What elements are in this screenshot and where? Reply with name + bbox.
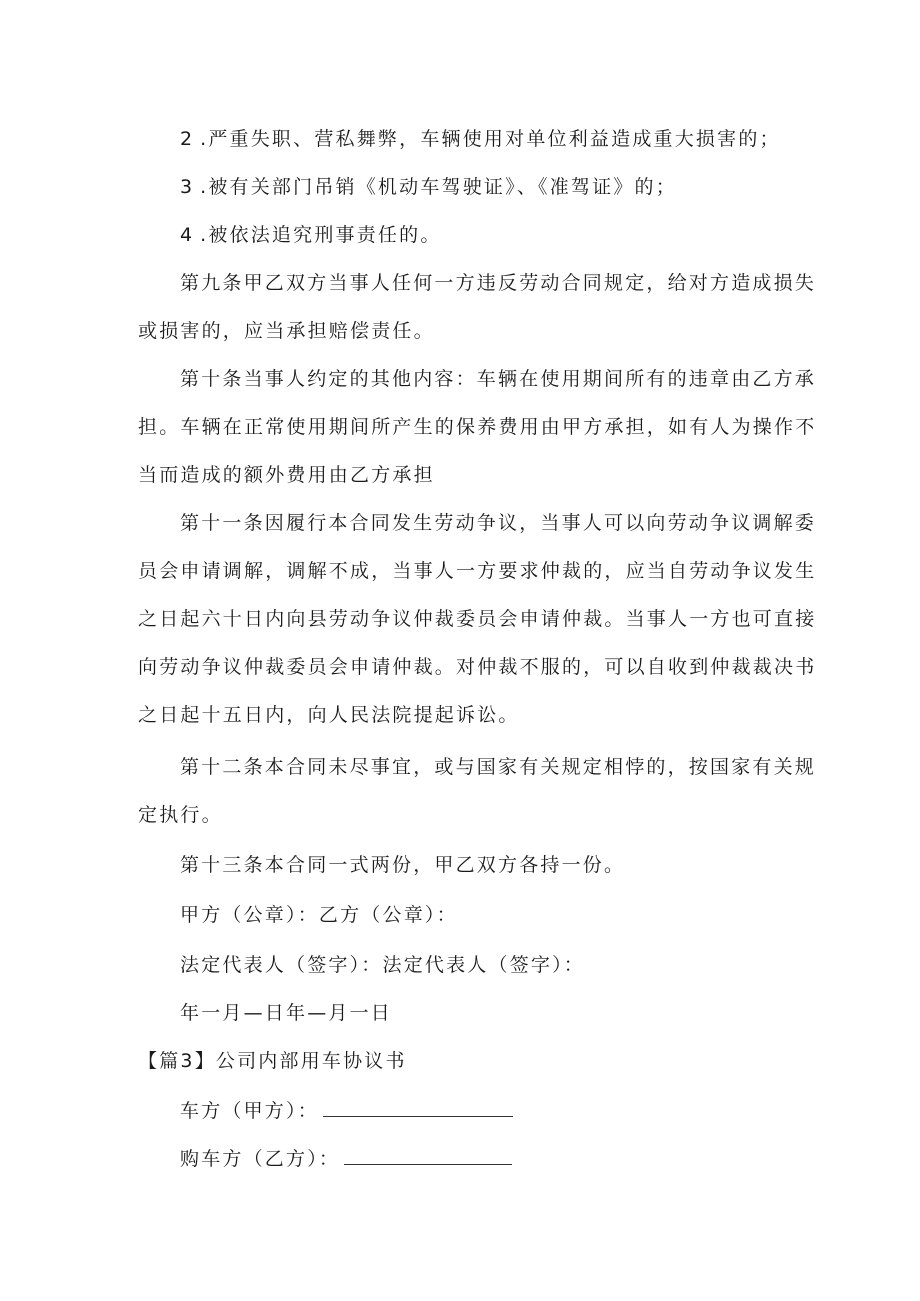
article11-line1: 第十一条因履行本合同发生劳动争议，当事人可以向劳动争议调解委 [180, 512, 817, 534]
article9-line2: 或损害的，应当承担赔偿责任。 [138, 320, 435, 342]
item-2 [180, 126, 781, 152]
item-number: 4 [180, 224, 193, 246]
date-line: 年一月—日年—月一日 [180, 1002, 393, 1024]
article11-line3: 之日起六十日内向县劳动争议仲裁委员会申请仲裁。当事人一方也可直接 [138, 608, 817, 630]
article10-line3: 当而造成的额外费用由乙方承担 [138, 464, 435, 486]
representative-line: 法定代表人（签字）：法定代表人（签字）： [180, 954, 586, 976]
party-b-label: 购车方（乙方）： [180, 1148, 341, 1170]
party-a-row [180, 1098, 513, 1124]
party-a-label: 车方（甲方）： [180, 1100, 319, 1122]
party-a-blank-field[interactable] [323, 1098, 513, 1117]
item-number: 2 [180, 128, 193, 150]
article11-line2: 员会申请调解，调解不成，当事人一方要求仲裁的，应当自劳动争议发生 [138, 560, 817, 582]
article12-line2: 定执行。 [138, 804, 223, 826]
article9-line1: 第九条甲乙双方当事人任何一方违反劳动合同规定，给对方造成损失 [180, 272, 817, 294]
article11-line5: 之日起十五日内，向人民法院提起诉讼。 [138, 704, 520, 726]
article10-line2: 担。车辆在正常使用期间所产生的保养费用由甲方承担，如有人为操作不 [138, 416, 817, 438]
item-text: .被依法追究刑事责任的。 [200, 224, 442, 246]
item-text: .被有关部门吊销《机动车驾驶证》、《准驾证》的； [200, 176, 677, 198]
party-b-row [180, 1146, 512, 1172]
item-number: 3 [180, 176, 193, 198]
article11-line4: 向劳动争议仲裁委员会申请仲裁。对仲裁不服的，可以自收到仲裁裁决书 [138, 656, 817, 678]
article10-line1: 第十条当事人约定的其他内容：车辆在使用期间所有的违章由乙方承 [180, 368, 817, 390]
article12-line1: 第十二条本合同未尽事宜，或与国家有关规定相悖的，按国家有关规 [180, 756, 817, 778]
item-3 [180, 174, 677, 200]
item-4 [180, 222, 442, 248]
section3-heading: 【篇3】公司内部用车协议书 [138, 1050, 407, 1072]
item-text: .严重失职、营私舞弊，车辆使用对单位利益造成重大损害的； [200, 128, 781, 150]
party-b-blank-field[interactable] [344, 1146, 512, 1165]
article13: 第十三条本合同一式两份，甲乙双方各持一份。 [180, 854, 626, 876]
seal-line: 甲方（公章）：乙方（公章）： [180, 904, 458, 926]
